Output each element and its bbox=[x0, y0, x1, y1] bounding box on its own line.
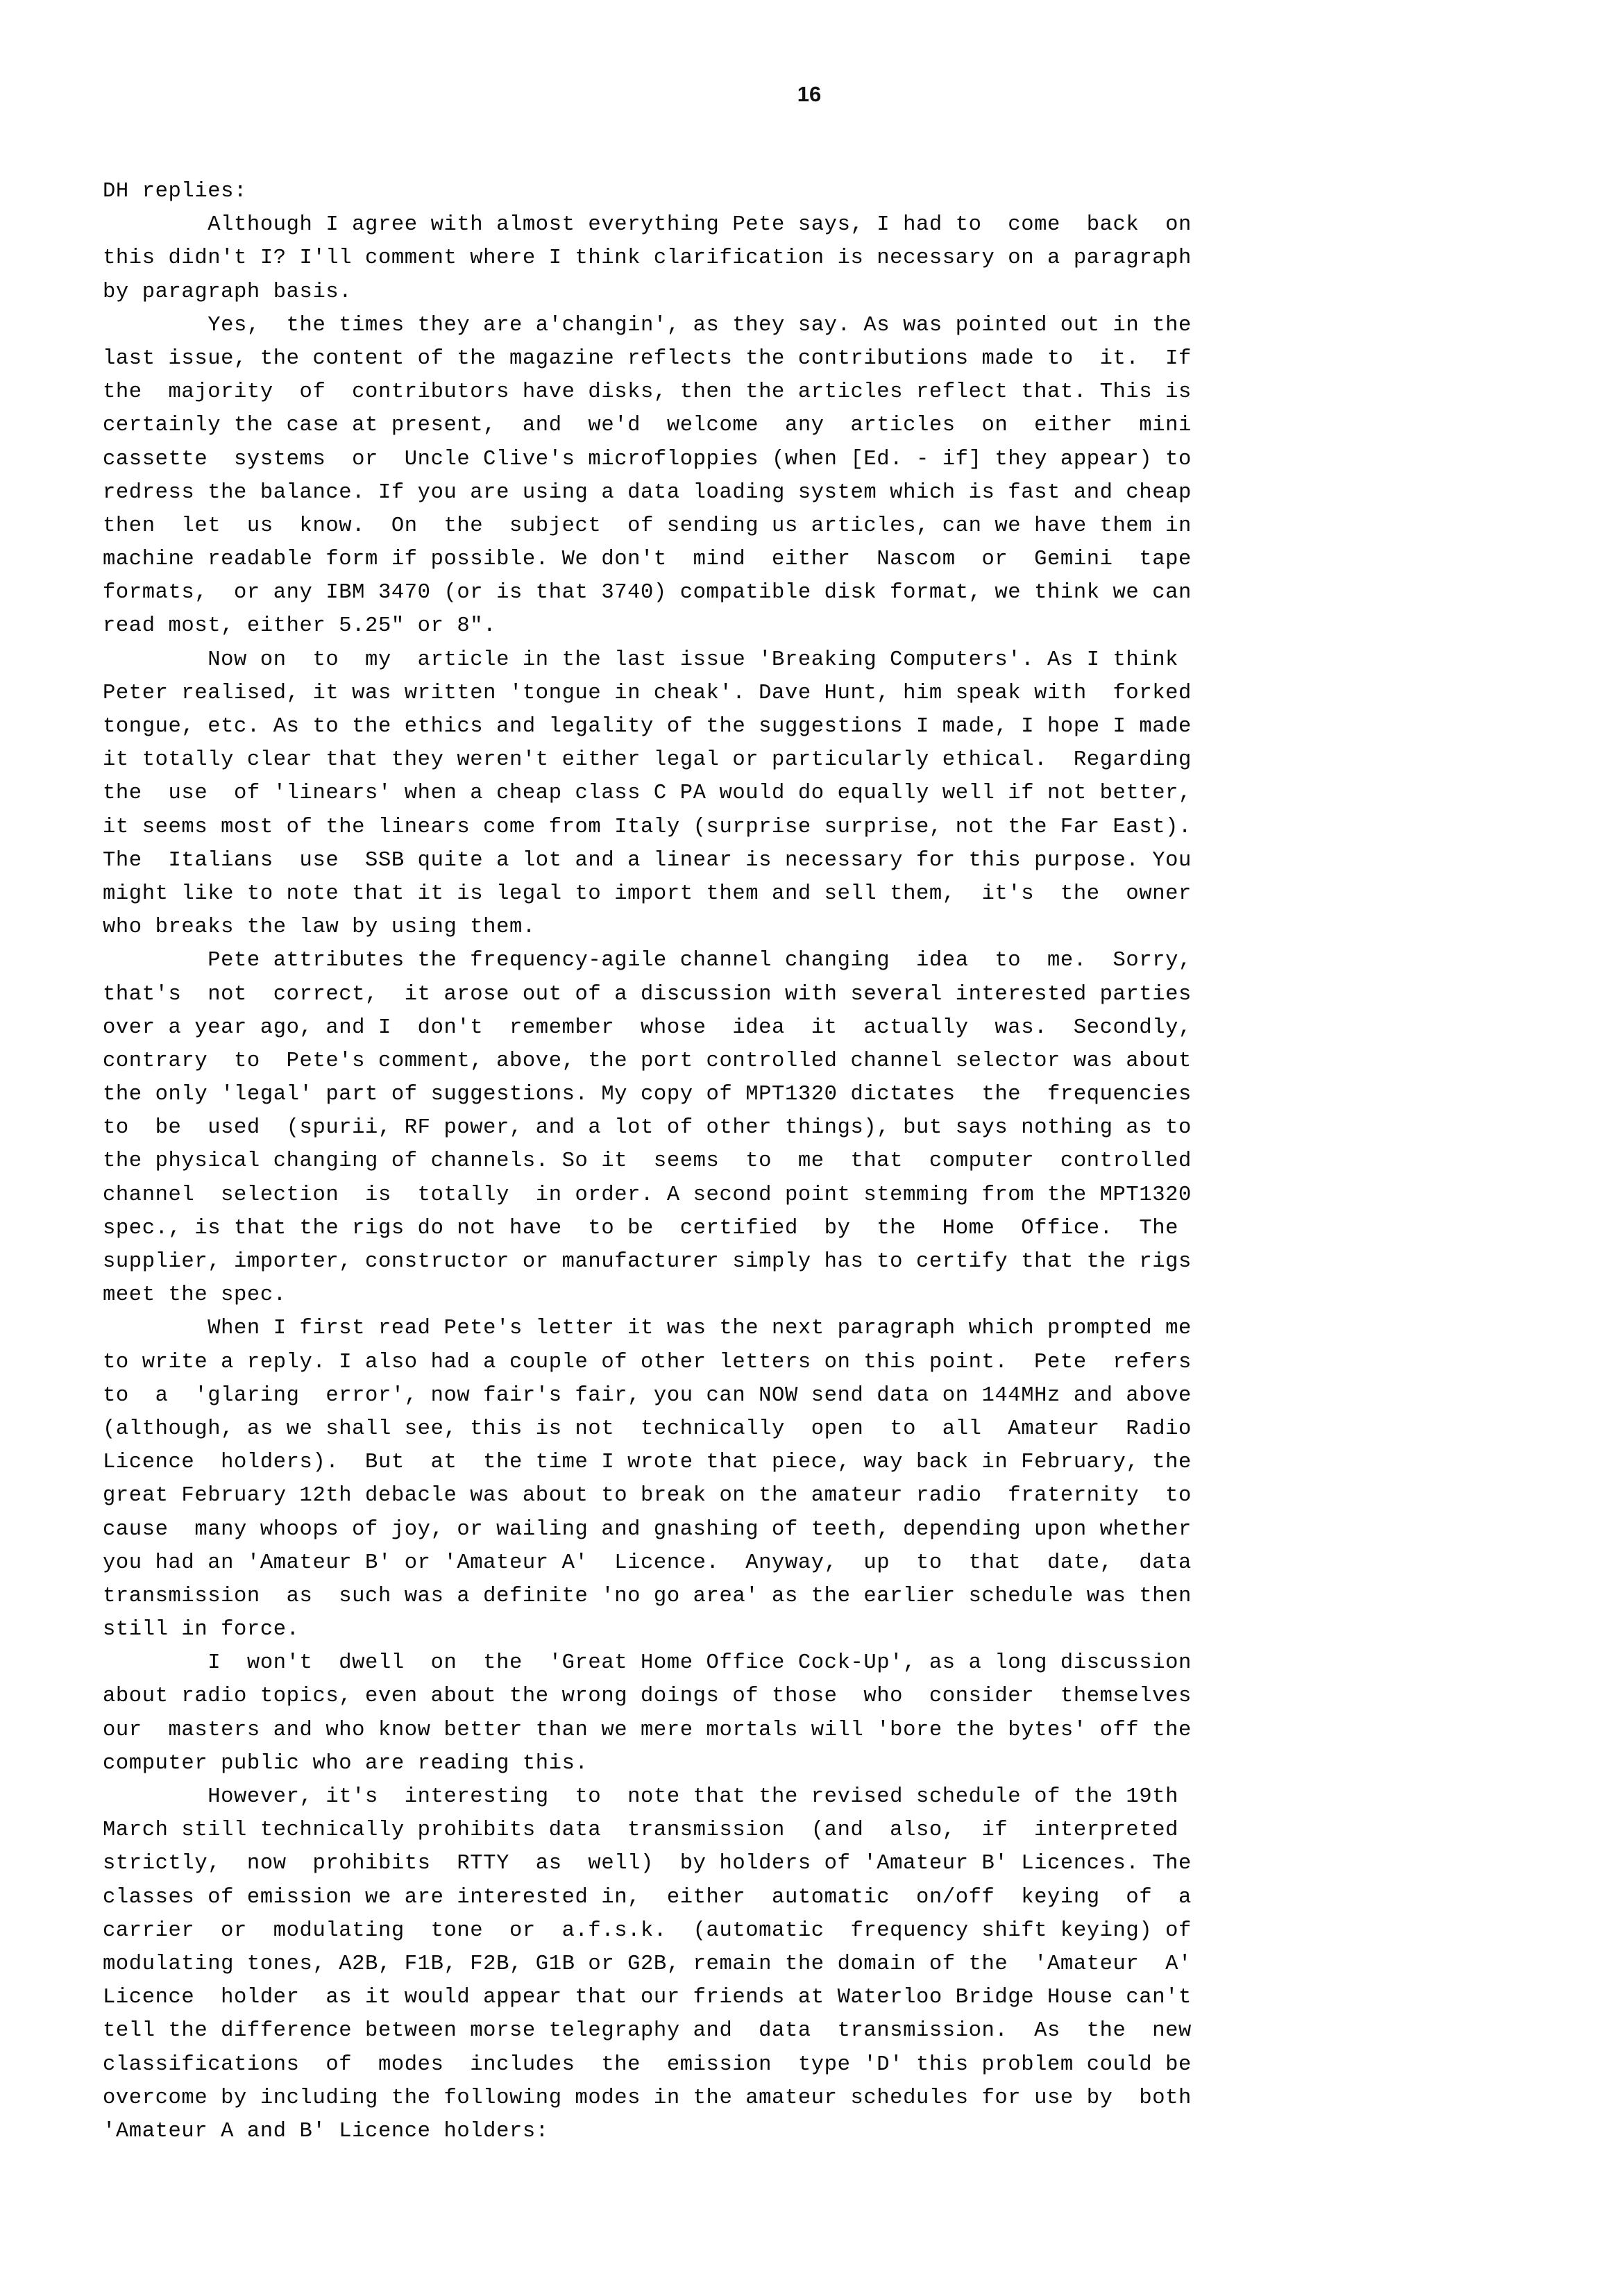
text-line: strictly, now prohibits RTTY as well) by holders of 'Amateur B' Licences. The bbox=[103, 1852, 1192, 1876]
text-line: The Italians use SSB quite a lot and a linear is necessary for this purpose. You bbox=[103, 848, 1192, 872]
text-line: channel selection is totally in order. A second point stemming from the MPT1320 bbox=[103, 1183, 1192, 1207]
text-line: the only 'legal' part of suggestions. My copy of MPT1320 dictates the frequencies bbox=[103, 1083, 1192, 1107]
text-line: tongue, etc. As to the ethics and legality of the suggestions I made, I hope I made bbox=[103, 715, 1192, 738]
text-line: the majority of contributors have disks, then the articles reflect that. This is bbox=[103, 380, 1192, 405]
text-line: Yes, the times they are a'changin', as they say. As was pointed out in the bbox=[103, 313, 1192, 337]
text-line: Peter realised, it was written 'tongue in cheak'. Dave Hunt, him speak with forked bbox=[103, 681, 1192, 705]
text-line: carrier or modulating tone or a.f.s.k. (automatic frequency shift keying) of bbox=[103, 1918, 1192, 1943]
text-line: to be used (spurii, RF power, and a lot of other things), but says nothing as to bbox=[103, 1116, 1192, 1140]
text-line: this didn't I? I'll comment where I think clarification is necessary on a paragraph bbox=[103, 246, 1192, 271]
text-line: last issue, the content of the magazine reflects the contributions made to it. If bbox=[103, 346, 1192, 371]
text-line: by paragraph basis. bbox=[103, 280, 353, 304]
text-line: it totally clear that they weren't either legal or particularly ethical. Regarding bbox=[103, 748, 1192, 773]
page-number: 16 bbox=[797, 82, 822, 106]
text-line: classes of emission we are interested in, either automatic on/off keying of a bbox=[103, 1885, 1192, 1909]
text-line: tell the difference between morse telegraphy and data transmission. As the new bbox=[103, 2019, 1192, 2043]
text-line: overcome by including the following modes in the amateur schedules for use by both bbox=[103, 2086, 1192, 2110]
text-line: DH replies: bbox=[103, 180, 247, 203]
text-line: Licence holders). But at the time I wrote that piece, way back in February, the bbox=[103, 1451, 1192, 1475]
text-line: Now on to my article in the last issue 'Breaking Computers'. As I think bbox=[103, 648, 1179, 672]
text-line: who breaks the law by using them. bbox=[103, 915, 536, 940]
text-line: transmission as such was a definite 'no go area' as the earlier schedule was then bbox=[103, 1584, 1192, 1608]
text-line: I won't dwell on the 'Great Home Office Cock-Up', as a long discussion bbox=[103, 1651, 1192, 1675]
body-text bbox=[103, 175, 1522, 2148]
text-line: read most, either 5.25" or 8". bbox=[103, 614, 497, 639]
text-line: great February 12th debacle was about to break on the amateur radio fraternity to bbox=[103, 1484, 1192, 1508]
text-line: However, it's interesting to note that the revised schedule of the 19th bbox=[103, 1785, 1179, 1809]
text-line: to write a reply. I also had a couple of other letters on this point. Pete refers bbox=[103, 1350, 1192, 1374]
text-line: contrary to Pete's comment, above, the port controlled channel selector was about bbox=[103, 1049, 1192, 1073]
text-line: that's not correct, it arose out of a discussion with several interested parties bbox=[103, 982, 1192, 1006]
text-line: March still technically prohibits data transmission (and also, if interpreted bbox=[103, 1818, 1179, 1843]
text-line: supplier, importer, constructor or manufacturer simply has to certify that the rigs bbox=[103, 1250, 1192, 1274]
text-line: machine readable form if possible. We don't mind either Nascom or Gemini tape bbox=[103, 548, 1192, 572]
text-line: over a year ago, and I don't remember whose idea it actually was. Secondly, bbox=[103, 1015, 1192, 1040]
text-line: our masters and who know better than we mere mortals will 'bore the bytes' off the bbox=[103, 1718, 1192, 1742]
text-line: Pete attributes the frequency-agile channel changing idea to me. Sorry, bbox=[103, 949, 1192, 973]
text-line: you had an 'Amateur B' or 'Amateur A' Licence. Anyway, up to that date, data bbox=[103, 1551, 1192, 1575]
text-line: cause many whoops of joy, or wailing and gnashing of teeth, depending upon whether bbox=[103, 1517, 1192, 1542]
text-line: then let us know. On the subject of sending us articles, can we have them in bbox=[103, 514, 1192, 538]
text-line: Licence holder as it would appear that our friends at Waterloo Bridge House can't bbox=[103, 1986, 1192, 2010]
text-line: might like to note that it is legal to import them and sell them, it's the owner bbox=[103, 881, 1192, 906]
text-line: redress the balance. If you are using a data loading system which is fast and cheap bbox=[103, 480, 1192, 505]
text-line: about radio topics, even about the wrong doings of those who consider themselves bbox=[103, 1685, 1192, 1709]
text-line: the physical changing of channels. So it seems to me that computer controlled bbox=[103, 1149, 1192, 1174]
text-line: classifications of modes includes the emission type 'D' this problem could be bbox=[103, 2052, 1192, 2077]
text-line: 'Amateur A and B' Licence holders: bbox=[103, 2119, 549, 2143]
text-line: certainly the case at present, and we'd welcome any articles on either mini bbox=[103, 414, 1192, 438]
text-line: spec., is that the rigs do not have to be certified by the Home Office. The bbox=[103, 1216, 1179, 1240]
text-line: still in force. bbox=[103, 1618, 300, 1642]
text-line: When I first read Pete's letter it was the next paragraph which prompted me bbox=[103, 1317, 1192, 1341]
text-line: Although I agree with almost everything Pete says, I had to come back on bbox=[103, 213, 1192, 237]
text-line: meet the spec. bbox=[103, 1283, 287, 1308]
text-line: it seems most of the linears come from Italy (surprise surprise, not the Far East). bbox=[103, 815, 1192, 839]
text-line: the use of 'linears' when a cheap class C PA would do equally well if not better, bbox=[103, 782, 1192, 806]
text-line: cassette systems or Uncle Clive's microfloppies (when [Ed. - if] they appear) to bbox=[103, 447, 1192, 471]
text-line: computer public who are reading this. bbox=[103, 1751, 589, 1775]
text-line: formats, or any IBM 3470 (or is that 3740) compatible disk format, we think we can bbox=[103, 581, 1192, 605]
text-line: (although, as we shall see, this is not technically open to all Amateur Radio bbox=[103, 1417, 1192, 1441]
text-line: to a 'glaring error', now fair's fair, you can NOW send data on 144MHz and above bbox=[103, 1383, 1192, 1408]
text-line: modulating tones, A2B, F1B, F2B, G1B or G2B, remain the domain of the 'Amateur A' bbox=[103, 1952, 1192, 1976]
